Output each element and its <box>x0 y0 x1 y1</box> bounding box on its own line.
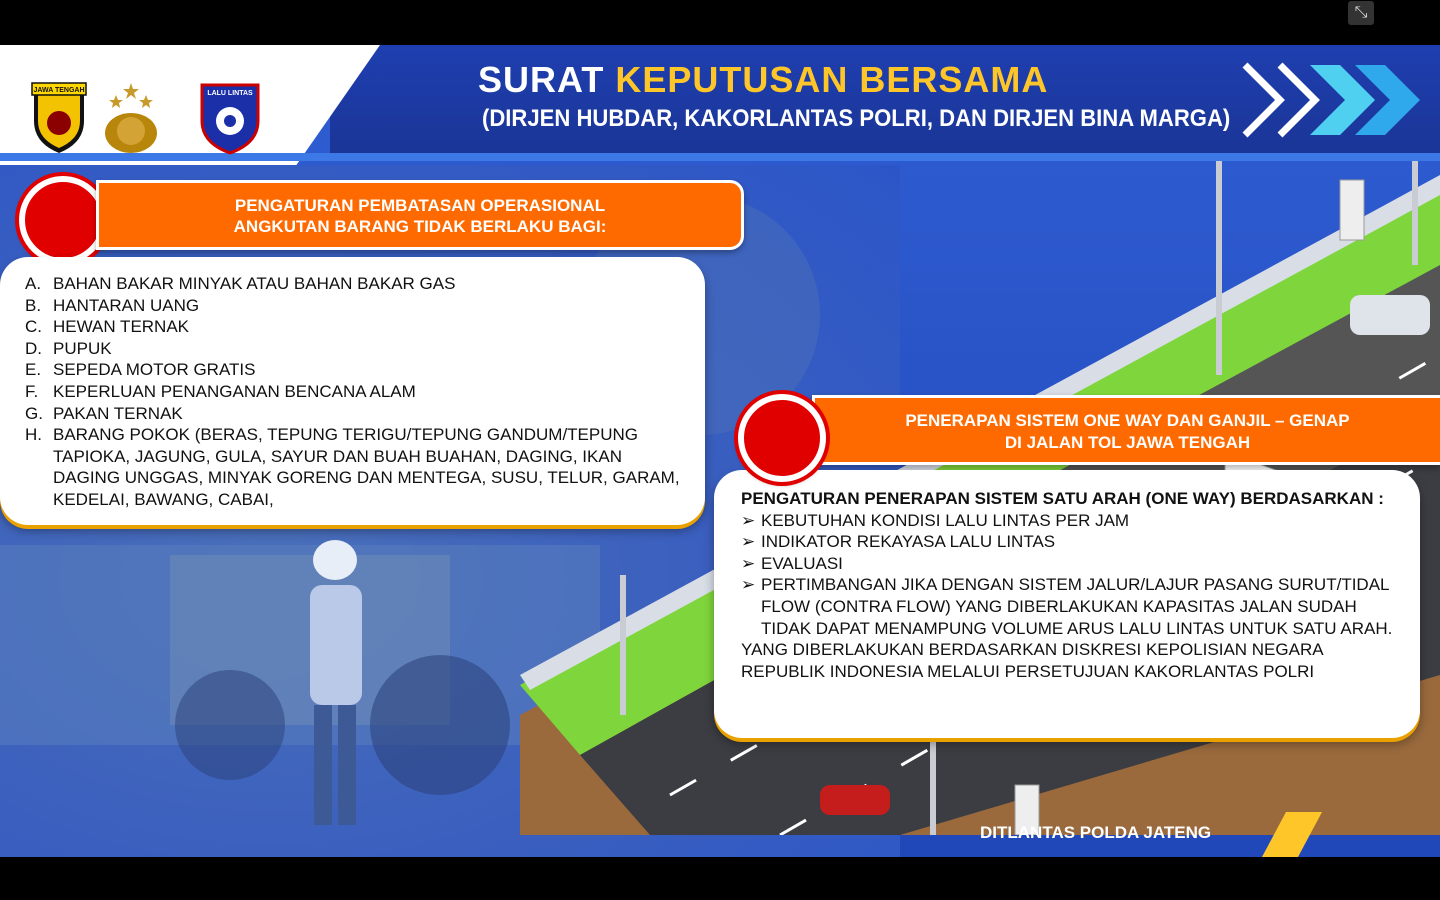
left-red-circle-marker <box>19 176 107 264</box>
arrow-bullet-icon: ➢ <box>741 510 756 530</box>
exit-fullscreen-icon[interactable]: ⤡ <box>1348 1 1374 25</box>
list-item: G. PAKAN TERNAK <box>25 403 183 423</box>
viewer-top-bar <box>0 0 1440 45</box>
arrow-bullet-icon: ➢ <box>741 575 756 595</box>
right-banner-line-2: DI JALAN TOL JAWA TENGAH <box>1004 433 1251 452</box>
one-way-criteria <box>741 488 1401 682</box>
list-item: A. BAHAN BAKAR MINYAK ATAU BAHAN BAKAR GAS <box>25 274 456 293</box>
criteria-footer-note: YANG DIBERLAKUKAN BERDASARKAN DISKRESI KEPOLISIAN NEGARA REPUBLIK INDONESIA MELALUI PERSETUJUAN KAKORLANTAS POLRI <box>741 640 1323 681</box>
list-item: B. HANTARAN UANG <box>25 295 200 315</box>
right-banner-line-1: PENERAPAN SISTEM ONE WAY DAN GANJIL – GENAP <box>905 411 1350 430</box>
left-banner-line-2: ANGKUTAN BARANG TIDAK BERLAKU BAGI: <box>233 217 607 236</box>
slide-subtitle: (DIRJEN HUBDAR, KAKORLANTAS POLRI, DAN DIRJEN BINA MARGA) <box>482 105 1231 132</box>
list-item: D. PUPUK <box>25 338 112 358</box>
list-item: ➢ KEBUTUHAN KONDISI LALU LINTAS PER JAM <box>741 510 1130 530</box>
footer-org-name: DITLANTAS POLDA JATENG <box>980 823 1212 842</box>
list-item: C. HEWAN TERNAK <box>25 317 190 337</box>
criteria-heading: PENGATURAN PENERAPAN SISTEM SATU ARAH (ONE WAY) BERDASARKAN : <box>741 489 1384 508</box>
svg-text:JAWA TENGAH: JAWA TENGAH <box>33 87 85 94</box>
polda-jateng-logo <box>30 81 88 155</box>
arrow-bullet-icon: ➢ <box>741 553 756 573</box>
list-item: H. BARANG POKOK (BERAS, TEPUNG TERIGU/TEPUNG GANDUM/TEPUNG TAPIOKA, JAGUNG, GULA, SAYUR DAN BUAH BUAHAN, DAGING, IKAN DAGING UNGGAS, MINYAK GORENG DAN MENTEGA, SUSU, TELUR, GARAM, KEDELAI, BAWANG, CABAI, <box>25 425 680 509</box>
list-item: E. SEPEDA MOTOR GRATIS <box>25 360 256 380</box>
right-section-banner <box>812 395 1440 465</box>
left-section-banner <box>96 180 744 250</box>
slide-title: SURAT KEPUTUSAN BERSAMA <box>478 59 1049 100</box>
left-banner-line-1: PENGATURAN PEMBATASAN OPERASIONAL <box>234 196 606 215</box>
list-item: ➢ PERTIMBANGAN JIKA DENGAN SISTEM JALUR/LAJUR PASANG SURUT/TIDAL FLOW (CONTRA FLOW) YANG DIBERLAKUKAN KAPASITAS JALAN SUDAH TIDAK DAPAT MENAMPUNG VOLUME ARUS LALU LINTAS UNTUK SATU ARAH. <box>741 575 1393 638</box>
list-item: ➢ EVALUASI <box>741 553 843 573</box>
list-item: ➢ INDIKATOR REKAYASA LALU LINTAS <box>741 532 1056 552</box>
exemption-list <box>25 273 685 511</box>
right-red-circle-marker <box>738 394 826 482</box>
list-item: F. KEPERLUAN PENANGANAN BENCANA ALAM <box>25 381 416 401</box>
arrow-bullet-icon: ➢ <box>741 532 756 552</box>
viewer-bottom-bar <box>0 857 1440 900</box>
polri-emblem-logo <box>102 81 160 155</box>
svg-text:LALU LINTAS: LALU LINTAS <box>207 90 253 97</box>
lalu-lintas-logo <box>198 81 262 155</box>
chevron-arrows-icon <box>1240 60 1430 140</box>
